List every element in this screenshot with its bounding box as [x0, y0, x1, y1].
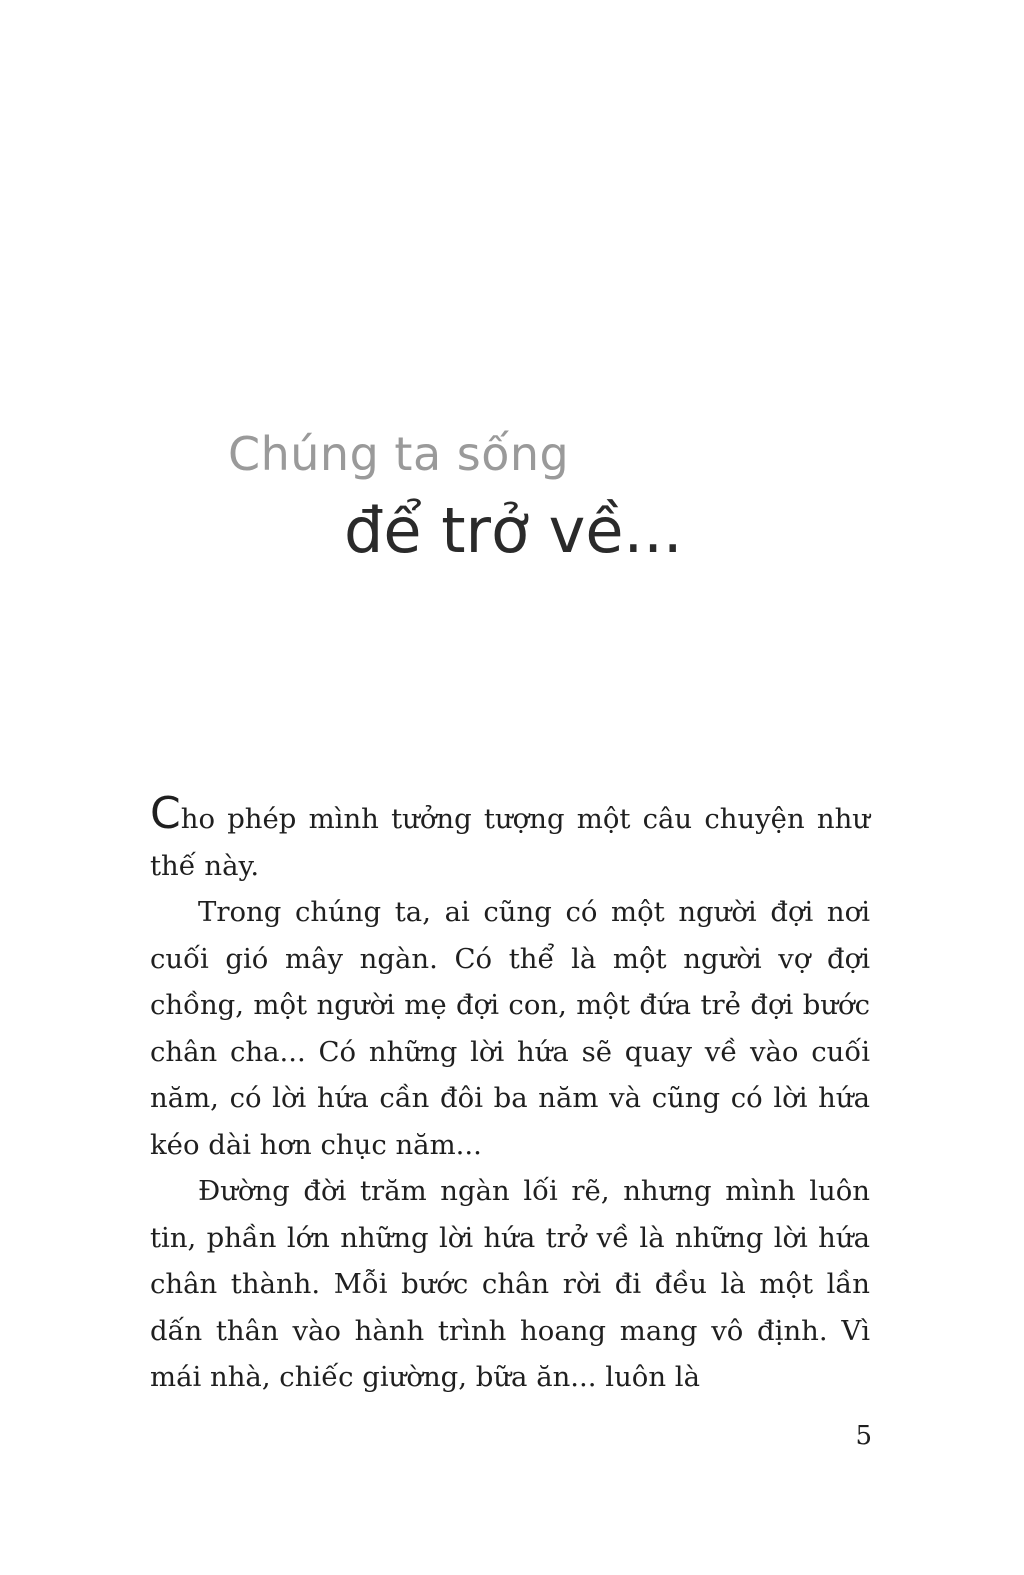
paragraph-1 — [150, 788, 870, 889]
page-number: 5 — [855, 1421, 872, 1451]
paragraph-2: Trong chúng ta, ai cũng có một người đợi nơi cuối gió mây ngàn. Có thể là một người vợ đợi chồng, một người mẹ đợi con, một đứa trẻ đợi bước chân cha... Có những lời hứa sẽ quay về vào cuối năm, có lời hứa cần đôi ba năm và cũng có lời hứa kéo dài hơn chục năm... — [150, 896, 870, 1161]
chapter-title-line-2: để trở về... — [344, 494, 683, 567]
body-text — [150, 788, 870, 1401]
drop-cap: C — [150, 788, 181, 839]
paragraph-1-text: ho phép mình tưởng tượng một câu chuyện như thế này. — [150, 803, 870, 882]
paragraph-3: Đường đời trăm ngàn lối rẽ, nhưng mình luôn tin, phần lớn những lời hứa trở về là những lời hứa chân thành. Mỗi bước chân rời đi đều là một lần dấn thân vào hành trình hoang mang vô định. Vì mái nhà, chiếc giường, bữa ăn... luôn là — [150, 1175, 870, 1393]
chapter-title-line-1: Chúng ta sống — [228, 427, 570, 481]
